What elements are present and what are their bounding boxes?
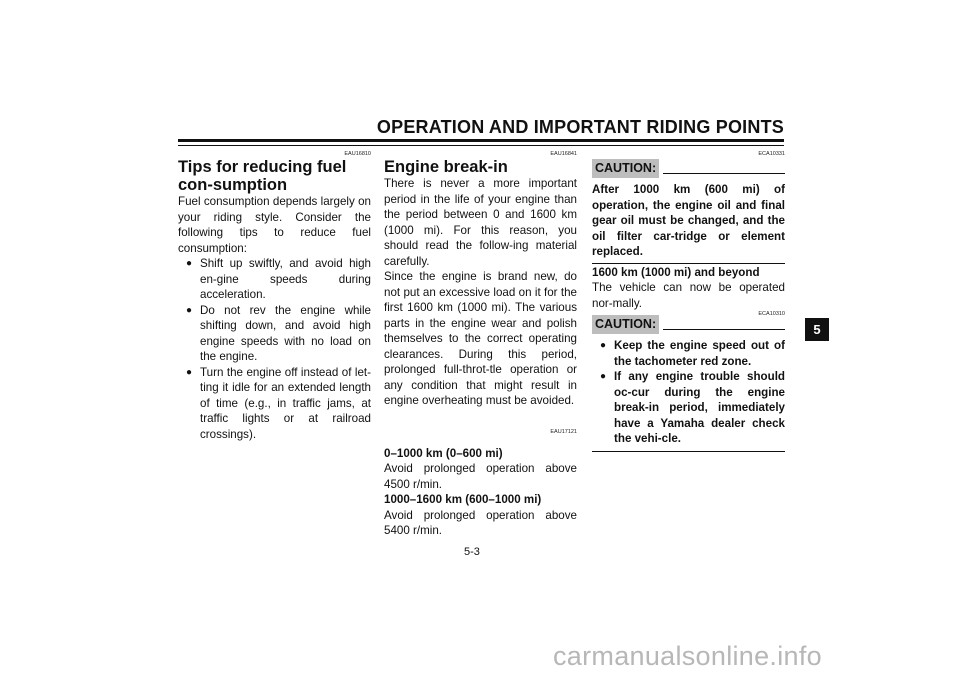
caution-end-rule [592, 263, 785, 264]
section-heading: Engine break-in [384, 158, 508, 176]
page-header-title: OPERATION AND IMPORTANT RIDING POINTS [376, 117, 784, 137]
watermark: carmanualsonline.info [553, 641, 822, 671]
section-code: EAU16841 [550, 151, 577, 157]
section-code: EAU17121 [550, 428, 577, 435]
caution-rule [663, 173, 785, 174]
list-item: ● If any engine trouble should oc-cur during the engine break-in period, immediately have a Yamaha dealer check the vehi-cle. [600, 369, 785, 447]
list-item: ● Turn the engine off instead of let-ting it idle for an extended length of time (e.g., in traffic jams, at traffic lights or at railroad crossings). [186, 365, 371, 443]
caution-rule [663, 329, 785, 330]
header-rule-thin [178, 145, 784, 146]
section-code: EAU16810 [344, 151, 371, 157]
caution-header [592, 158, 785, 178]
caution-label: CAUTION: [592, 159, 659, 178]
list-item: ● Do not rev the engine while shifting down, and avoid high engine speeds with no load on the engine. [186, 303, 371, 365]
paragraph: The vehicle can now be operated nor-mally. [592, 281, 785, 310]
paragraph: Since the engine is brand new, do not put an excessive load on it for the first 1600 km (1000 mi). The various parts in the engine wear and polish themselves to the correct operating clearances. During this period, prolonged full-throt-tle operation or any condition that might result in engine overheating must be avoided. [384, 270, 577, 407]
subheading: 1600 km (1000 mi) and beyond [592, 265, 760, 279]
page-number: 5-3 [464, 546, 480, 558]
caution-code: ECA10331 [758, 151, 785, 157]
paragraph: Avoid prolonged operation above 4500 r/min. [384, 462, 577, 491]
section-heading: Tips for reducing fuel con-sumption [178, 158, 347, 194]
subheading: 0–1000 km (0–600 mi) [384, 446, 503, 460]
intro-paragraph: Fuel consumption depends largely on your riding style. Consider the following tips to reduce fuel consumption: [178, 195, 371, 255]
paragraph: There is never a more important period in the life of your engine than the period between 0 and 1600 km (1000 mi). For this reason, you should read the follow-ing material carefully. [384, 177, 577, 268]
caution-label: CAUTION: [592, 315, 659, 334]
column-cautions [592, 151, 785, 452]
subheading: 1000–1600 km (600–1000 mi) [384, 493, 542, 506]
tips-list [178, 256, 371, 442]
paragraph: Avoid prolonged operation above 5400 r/min. [384, 508, 577, 537]
column-engine-break-in [384, 151, 577, 539]
list-item: ● Keep the engine speed out of the tachometer red zone. [600, 338, 785, 369]
caution-list [592, 338, 785, 447]
list-item: ● Shift up swiftly, and avoid high en-gine speeds during acceleration. [186, 256, 371, 303]
column-fuel-tips [178, 151, 371, 442]
caution-end-rule [592, 451, 785, 452]
chapter-tab: 5 [805, 318, 829, 341]
caution-code: ECA10310 [758, 311, 785, 317]
caution-header [592, 314, 785, 334]
caution-text: After 1000 km (600 mi) of operation, the engine oil and final gear oil must be changed, and the oil filter car-tridge or element replaced. [592, 183, 785, 258]
header-rule-thick [178, 139, 784, 142]
